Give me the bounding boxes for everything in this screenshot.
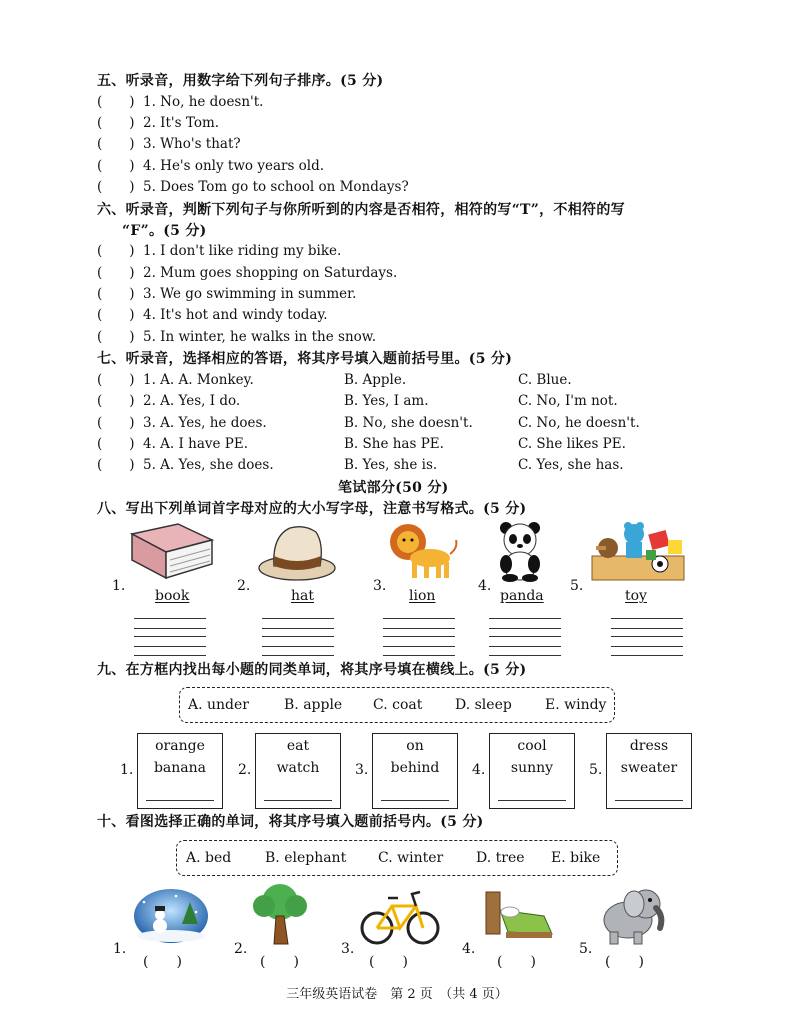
answer-line[interactable] — [498, 800, 566, 801]
item-number: 5. — [579, 941, 593, 957]
word-bank: A. bed B. elephant C. winter D. tree E. bike — [176, 840, 618, 876]
word-label: book — [155, 588, 190, 604]
category-box: cool sunny — [489, 733, 575, 809]
answer-line[interactable] — [615, 800, 683, 801]
answer-paren[interactable]: ( ) — [143, 954, 182, 970]
list-item: ( ) 3. We go swimming in summer. — [97, 286, 357, 302]
answer-paren[interactable]: ( ) — [97, 307, 135, 323]
toy-icon — [586, 520, 690, 582]
category-box: eat watch — [255, 733, 341, 809]
hat-icon — [256, 522, 338, 584]
list-item: ( ) 5. Does Tom go to school on Mondays? — [97, 179, 409, 195]
list-item: ( ) 2. A. Yes, I do. B. Yes, I am. C. No, I'm not. — [97, 393, 618, 409]
answer-line[interactable] — [264, 800, 332, 801]
list-item: ( ) 4. A. I have PE. B. She has PE. C. She likes PE. — [97, 436, 626, 452]
answer-paren[interactable]: ( ) — [97, 329, 135, 345]
section-5-title: 五、听录音，用数字给下列句子排序。(5 分) — [97, 73, 384, 89]
answer-paren[interactable]: ( ) — [97, 136, 135, 152]
page-footer: 三年级英语试卷 第 2 页 （共 4 页） — [286, 987, 508, 1002]
word-label: hat — [291, 588, 314, 604]
section-6-title: 六、听录音，判断下列句子与你所听到的内容是否相符，相符的写“T”，不相符的写 — [97, 202, 625, 218]
panda-icon — [494, 520, 546, 582]
item-number: 2. — [234, 941, 248, 957]
item-number: 1. — [112, 578, 126, 594]
list-item: ( ) 4. It's hot and windy today. — [97, 307, 328, 323]
list-item: ( ) 2. It's Tom. — [97, 115, 220, 131]
elephant-icon — [598, 882, 668, 946]
category-box: orange banana — [137, 733, 223, 809]
section-10-title: 十、看图选择正确的单词，将其序号填入题前括号内。(5 分) — [97, 814, 484, 830]
answer-paren[interactable]: ( ) — [97, 265, 135, 281]
list-item: ( ) 4. He's only two years old. — [97, 158, 325, 174]
word-label: toy — [625, 588, 647, 604]
item-number: 5. — [589, 762, 603, 778]
answer-paren[interactable]: ( ) — [97, 158, 135, 174]
list-item: ( ) 2. Mum goes shopping on Saturdays. — [97, 265, 398, 281]
answer-paren[interactable]: ( ) — [97, 415, 135, 431]
book-icon — [126, 520, 216, 582]
list-item: ( ) 3. A. Yes, he does. B. No, she doesn't. C. No, he doesn't. — [97, 415, 640, 431]
list-item: ( ) 5. In winter, he walks in the snow. — [97, 329, 377, 345]
section-9-title: 九、在方框内找出每小题的同类单词，将其序号填在横线上。(5 分) — [97, 662, 527, 678]
bicycle-icon — [360, 886, 440, 946]
answer-paren[interactable]: ( ) — [97, 457, 135, 473]
item-number: 1. — [120, 762, 134, 778]
item-number: 2. — [238, 762, 252, 778]
snow-globe-icon — [132, 884, 210, 944]
answer-paren[interactable]: ( ) — [97, 436, 135, 452]
item-number: 3. — [341, 941, 355, 957]
bed-icon — [482, 886, 556, 946]
list-item: ( ) 3. Who's that? — [97, 136, 241, 152]
answer-paren[interactable]: ( ) — [97, 115, 135, 131]
item-number: 3. — [355, 762, 369, 778]
lion-icon — [386, 520, 458, 582]
section-6-title-cont: “F”。(5 分) — [122, 223, 207, 239]
section-7-title: 七、听录音，选择相应的答语，将其序号填入题前括号里。(5 分) — [97, 351, 513, 367]
item-number: 3. — [373, 578, 387, 594]
answer-paren[interactable]: ( ) — [369, 954, 408, 970]
word-label: lion — [409, 588, 436, 604]
section-8-title: 八、写出下列单词首字母对应的大小写字母，注意书写格式。(5 分) — [97, 501, 527, 517]
category-box: on behind — [372, 733, 458, 809]
list-item: ( ) 1. No, he doesn't. — [97, 94, 264, 110]
answer-paren[interactable]: ( ) — [97, 94, 135, 110]
answer-line[interactable] — [381, 800, 449, 801]
answer-paren[interactable]: ( ) — [605, 954, 644, 970]
answer-paren[interactable]: ( ) — [97, 243, 135, 259]
category-box: dress sweater — [606, 733, 692, 809]
answer-paren[interactable]: ( ) — [97, 393, 135, 409]
item-number: 4. — [472, 762, 486, 778]
item-number: 1. — [113, 941, 127, 957]
answer-paren[interactable]: ( ) — [97, 372, 135, 388]
answer-paren[interactable]: ( ) — [260, 954, 299, 970]
list-item: ( ) 1. A. A. Monkey. B. Apple. C. Blue. — [97, 372, 572, 388]
item-number: 4. — [462, 941, 476, 957]
item-number: 5. — [570, 578, 584, 594]
answer-line[interactable] — [146, 800, 214, 801]
tree-icon — [250, 882, 310, 946]
answer-paren[interactable]: ( ) — [97, 286, 135, 302]
list-item: ( ) 1. I don't like riding my bike. — [97, 243, 342, 259]
word-label: panda — [500, 588, 544, 604]
word-bank: A. under B. apple C. coat D. sleep E. windy — [179, 687, 615, 723]
list-item: ( ) 5. A. Yes, she does. B. Yes, she is. C. Yes, she has. — [97, 457, 624, 473]
written-section-header: 笔试部分(50 分) — [338, 480, 449, 496]
answer-paren[interactable]: ( ) — [97, 179, 135, 195]
answer-paren[interactable]: ( ) — [497, 954, 536, 970]
item-number: 2. — [237, 578, 251, 594]
item-number: 4. — [478, 578, 492, 594]
